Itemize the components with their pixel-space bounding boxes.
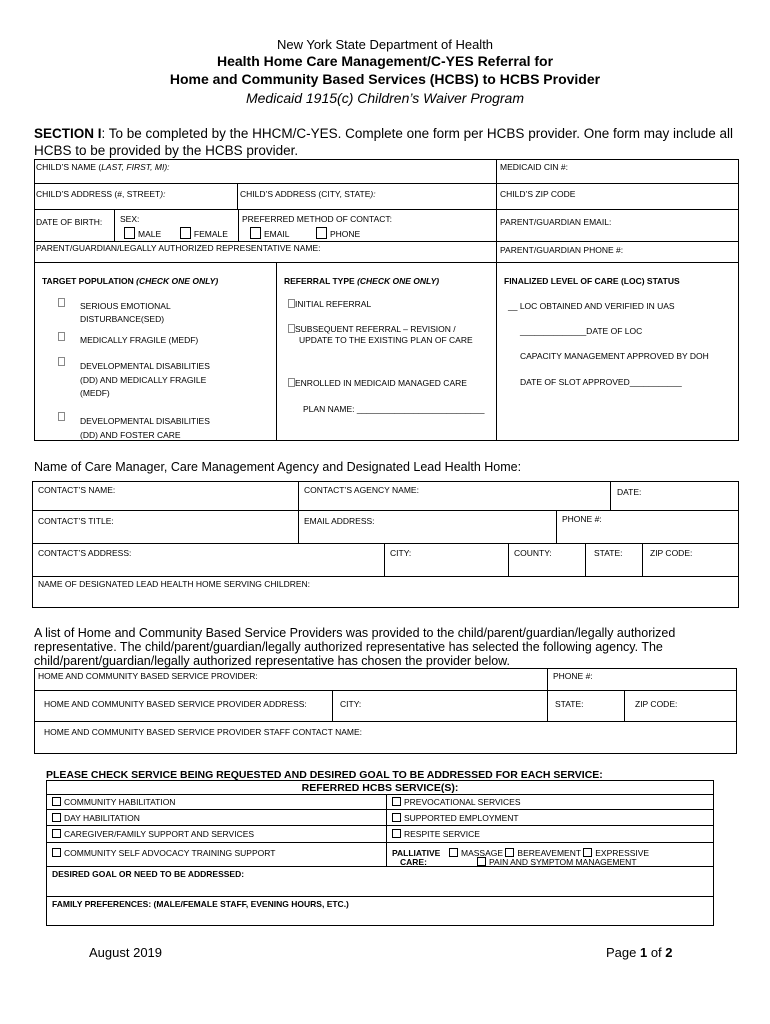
sex-options bbox=[124, 227, 228, 239]
desired-goal-label: DESIRED GOAL OR NEED TO BE ADDRESSED: bbox=[52, 869, 245, 879]
referral-type-heading: REFERRAL TYPE (CHECK ONE ONLY) bbox=[284, 276, 440, 286]
email-checkbox[interactable] bbox=[250, 227, 261, 239]
svc-pain-management[interactable]: PAIN AND SYMPTOM MANAGEMENT bbox=[477, 857, 637, 867]
target-sed: SERIOUS EMOTIONAL DISTURBANCE(SED) bbox=[80, 301, 171, 324]
svc-caregiver-support[interactable]: CAREGIVER/FAMILY SUPPORT AND SERVICES bbox=[52, 829, 254, 839]
cm-address-label: CONTACT’S ADDRESS: bbox=[38, 548, 132, 558]
male-label: MALE bbox=[138, 229, 162, 239]
section1-label: SECTION I bbox=[34, 126, 102, 141]
svc-supported-employment[interactable]: SUPPORTED EMPLOYMENT bbox=[392, 813, 519, 823]
svc-self-advocacy[interactable]: COMMUNITY SELF ADVOCACY TRAINING SUPPORT bbox=[52, 848, 275, 858]
svc-respite[interactable]: RESPITE SERVICE bbox=[392, 829, 480, 839]
provider-staff-label: HOME AND COMMUNITY BASED SERVICE PROVIDER STAFF CONTACT NAME: bbox=[44, 727, 363, 737]
child-address-city-label: CHILD’S ADDRESS (CITY, STATE): bbox=[240, 189, 376, 199]
target-dd-foster: DEVELOPMENTAL DISABILITIES (DD) AND FOSTER CARE bbox=[80, 416, 210, 440]
form-title-line1: Health Home Care Management/C-YES Referral for bbox=[216, 53, 554, 69]
massage-label: MASSAGE bbox=[461, 848, 504, 858]
loc-obtained[interactable]: __ LOC OBTAINED AND VERIFIED IN UAS bbox=[508, 301, 675, 311]
svc-palliative-care-label: CARE: bbox=[400, 857, 427, 867]
provider-paragraph: A list of Home and Community Based Service Providers was provided to the child/parent/guardian/legally authorized representative. The child/parent/guardian/legally authorized representative has selected the following agency. The child/parent/guardian/legally authorized representative has chosen the provider below. bbox=[34, 626, 676, 668]
loc-heading: FINALIZED LEVEL OF CARE (LOC) STATUS bbox=[504, 276, 680, 286]
sq-dd-medf[interactable] bbox=[58, 357, 65, 367]
services-heading: PLEASE CHECK SERVICE BEING REQUESTED AND DESIRED GOAL TO BE ADDRESSED FOR EACH SERVICE: bbox=[46, 769, 603, 781]
child-zip-label: CHILD’S ZIP CODE bbox=[500, 189, 576, 199]
footer-date: August 2019 bbox=[89, 945, 163, 960]
phone-option-label: PHONE bbox=[329, 229, 361, 239]
dob-label: DATE OF BIRTH: bbox=[36, 217, 103, 227]
provider-state-label: STATE: bbox=[555, 699, 584, 709]
section1-intro bbox=[34, 125, 734, 159]
cm-contact-name-label: CONTACT’S NAME: bbox=[38, 485, 116, 495]
form-title-line2: Home and Community Based Services (HCBS) to HCBS Provider bbox=[169, 71, 601, 87]
massage-checkbox[interactable] bbox=[449, 848, 458, 857]
contact-method-options bbox=[250, 227, 360, 239]
referral-initial[interactable]: INITIAL REFERRAL bbox=[288, 299, 371, 309]
svc-day-habilitation[interactable]: DAY HABILITATION bbox=[52, 813, 140, 823]
section1-text: : To be completed by the HHCM/C-YES. Complete one form per HCBS provider. One form may include all HCBS to be provided by the HCBS provider. bbox=[34, 126, 734, 158]
contact-method-label: PREFERRED METHOD OF CONTACT: bbox=[242, 214, 393, 224]
bereavement-label: BEREAVEMENT bbox=[517, 848, 581, 858]
cm-lead-hh-label: NAME OF DESIGNATED LEAD HEALTH HOME SERVING CHILDREN: bbox=[38, 579, 311, 589]
child-address-street-label: CHILD’S ADDRESS (#, STREET): bbox=[36, 189, 166, 199]
plan-name-field[interactable]: PLAN NAME: ___________________________ bbox=[303, 404, 485, 414]
loc-capacity: CAPACITY MANAGEMENT APPROVED BY DOH bbox=[520, 351, 709, 361]
cm-title-label: CONTACT’S TITLE: bbox=[38, 516, 114, 526]
form-title-line3: Medicaid 1915(c) Children’s Waiver Program bbox=[245, 90, 525, 106]
cm-email-label: EMAIL ADDRESS: bbox=[304, 516, 375, 526]
cm-county-label: COUNTY: bbox=[514, 548, 552, 558]
phone-checkbox[interactable] bbox=[316, 227, 327, 239]
care-manager-heading: Name of Care Manager, Care Management Agency and Designated Lead Health Home: bbox=[34, 460, 522, 474]
footer-page-number: Page 1 of 2 bbox=[606, 945, 673, 960]
sq-dd-foster[interactable] bbox=[58, 412, 65, 422]
guardian-name-label: PARENT/GUARDIAN/LEGALLY AUTHORIZED REPRESENTATIVE NAME: bbox=[36, 243, 321, 253]
cm-phone-label: PHONE #: bbox=[562, 514, 602, 524]
provider-phone-label: PHONE #: bbox=[553, 671, 593, 681]
cm-agency-name-label: CONTACT’S AGENCY NAME: bbox=[304, 485, 419, 495]
target-dd-medf: DEVELOPMENTAL DISABILITIES (DD) AND MEDICALLY FRAGILE (MEDF) bbox=[80, 361, 210, 398]
expressive-checkbox[interactable] bbox=[583, 848, 592, 857]
male-checkbox[interactable] bbox=[124, 227, 135, 239]
sex-label: SEX: bbox=[120, 214, 140, 224]
svc-prevocational[interactable]: PREVOCATIONAL SERVICES bbox=[392, 797, 521, 807]
target-medf: MEDICALLY FRAGILE (MEDF) bbox=[80, 335, 199, 345]
child-name-label: CHILD’S NAME (LAST, FIRST, MI): bbox=[36, 162, 170, 172]
provider-address-label: HOME AND COMMUNITY BASED SERVICE PROVIDER ADDRESS: bbox=[44, 699, 307, 709]
email-option-label: EMAIL bbox=[264, 229, 290, 239]
referral-subsequent[interactable]: SUBSEQUENT REFERRAL – REVISION / UPDATE TO THE EXISTING PLAN OF CARE bbox=[288, 324, 473, 346]
sq-sed[interactable] bbox=[58, 298, 65, 308]
provider-name-label: HOME AND COMMUNITY BASED SERVICE PROVIDER: bbox=[38, 671, 258, 681]
expressive-label: EXPRESSIVE bbox=[595, 848, 650, 858]
guardian-email-label: PARENT/GUARDIAN EMAIL: bbox=[500, 217, 612, 227]
sq-medf[interactable] bbox=[58, 332, 65, 342]
cm-date-label: DATE: bbox=[617, 487, 642, 497]
cm-city-label: CITY: bbox=[390, 548, 412, 558]
cm-zip-label: ZIP CODE: bbox=[650, 548, 693, 558]
female-checkbox[interactable] bbox=[180, 227, 191, 239]
target-population-heading: TARGET POPULATION (CHECK ONE ONLY) bbox=[42, 276, 219, 286]
loc-date[interactable]: ______________DATE OF LOC bbox=[520, 326, 643, 336]
header-agency: New York State Department of Health bbox=[276, 37, 494, 52]
cm-state-label: STATE: bbox=[594, 548, 623, 558]
svc-community-habilitation[interactable]: COMMUNITY HABILITATION bbox=[52, 797, 175, 807]
guardian-phone-label: PARENT/GUARDIAN PHONE #: bbox=[500, 245, 624, 255]
loc-slot-date[interactable]: DATE OF SLOT APPROVED___________ bbox=[520, 377, 682, 387]
medicaid-cin-label: MEDICAID CIN #: bbox=[500, 162, 569, 172]
female-label: FEMALE bbox=[193, 229, 228, 239]
referral-managed-care[interactable]: ENROLLED IN MEDICAID MANAGED CARE bbox=[288, 378, 467, 388]
bereavement-checkbox[interactable] bbox=[505, 848, 514, 857]
services-subheading: REFERRED HCBS SERVICE(S): bbox=[301, 782, 459, 794]
svc-palliative-label: PALLIATIVE bbox=[392, 848, 441, 858]
provider-zip-label: ZIP CODE: bbox=[635, 699, 678, 709]
family-preferences-label: FAMILY PREFERENCES: (MALE/FEMALE STAFF, EVENING HOURS, ETC.) bbox=[52, 899, 349, 909]
provider-city-label: CITY: bbox=[340, 699, 362, 709]
